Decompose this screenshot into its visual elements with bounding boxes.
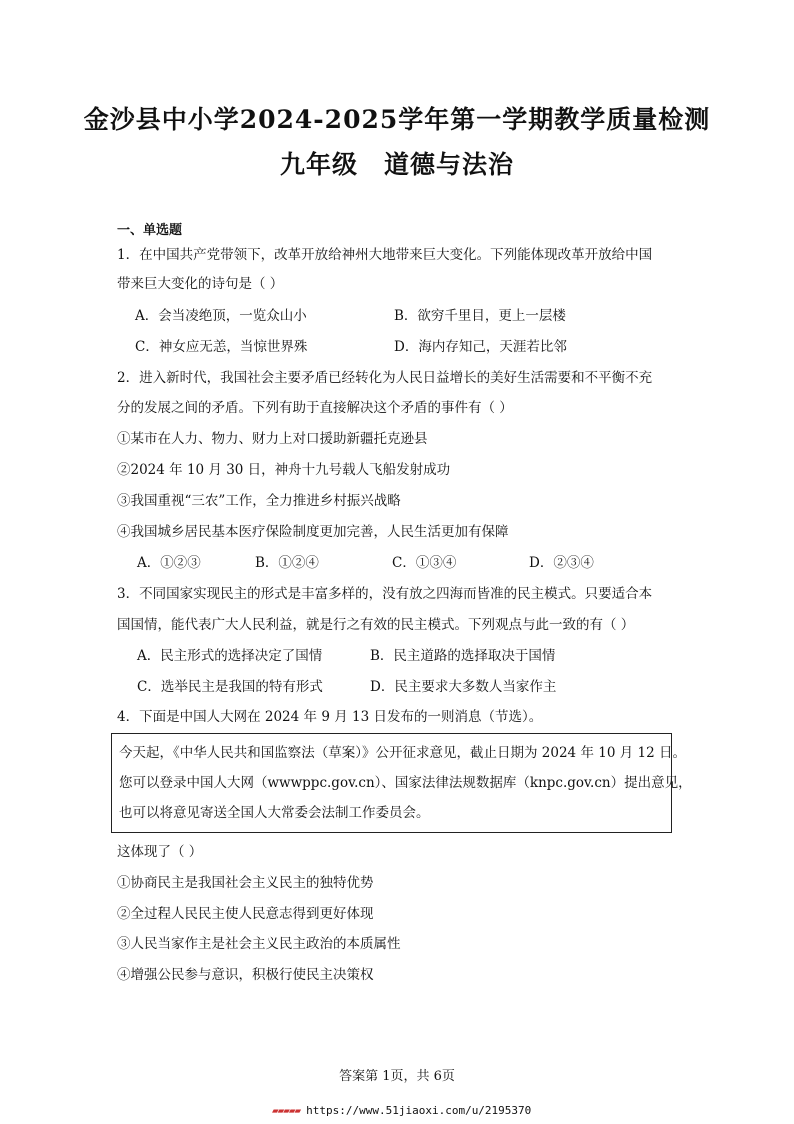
watermark-url: https://www.51jiaoxi.com/u/2195370	[306, 1104, 532, 1117]
page-footer: 答案第 1页，共 6页	[339, 1069, 455, 1084]
q4-item-2: ②全过程人民民主使人民意志得到更好体现	[117, 906, 374, 922]
q4-item-1: ①协商民主是我国社会主义民主的独特优势	[117, 875, 374, 891]
grade-label: 九年级	[279, 150, 358, 179]
q2-option-a: A．①②③	[137, 555, 201, 571]
q1-option-b: B．欲穷千里目，更上一层楼	[394, 308, 566, 324]
q1-stem-line1: 1．在中国共产党带领下，改革开放给神州大地带来巨大变化。下列能体现改革开放给中国	[117, 247, 653, 263]
q2-option-c: C．①③④	[392, 555, 457, 571]
q3-option-c: C．选举民主是我国的特有形式	[137, 679, 323, 695]
q3-option-b: B．民主道路的选择取决于国情	[370, 648, 556, 664]
q4-item-3: ③人民当家作主是社会主义民主政治的本质属性	[117, 936, 401, 952]
q1-option-a: A．会当凌绝顶，一览众山小	[135, 308, 307, 324]
q3-stem-line1: 3．不同国家实现民主的形式是丰富多样的，没有放之四海而皆准的民主模式。只要适合本	[117, 586, 653, 602]
q2-stem-line1: 2．进入新时代，我国社会主要矛盾已经转化为人民日益增长的美好生活需要和不平衡不充	[117, 370, 653, 386]
exam-title: 金沙县中小学2024-2025学年第一学期教学质量检测	[83, 105, 711, 134]
q4-stem: 4．下面是中国人大网在 2024 年 9 月 13 日发布的一则消息（节选）。	[117, 709, 543, 725]
q1-option-d: D．海内存知己，天涯若比邻	[394, 339, 567, 355]
q2-item-2: ②2024 年 10 月 30 日，神舟十九号载人飞船发射成功	[117, 462, 451, 478]
q1-option-c: C．神女应无恙，当惊世界殊	[135, 339, 308, 355]
q2-option-d: D．②③④	[529, 555, 594, 571]
section-heading: 一、单选题	[117, 223, 183, 238]
q4-item-4: ④增强公民参与意识，积极行使民主决策权	[117, 967, 374, 983]
q2-option-b: B．①②④	[255, 555, 319, 571]
subject-label: 道德与法治	[384, 150, 515, 179]
news-line-1: 今天起，《中华人民共和国监察法（草案）》公开征求意见，截止日期为 2024 年 10 月 12 日。	[119, 745, 686, 761]
q2-stem-line2: 分的发展之间的矛盾。下列有助于直接解决这个矛盾的事件有（ ）	[117, 400, 513, 416]
exam-subtitle	[0, 145, 794, 181]
watermark-logo-icon: ▰▰▰▰▰	[272, 1104, 301, 1117]
q2-item-1: ①某市在人力、物力、财力上对口援助新疆托克逊县	[117, 431, 428, 447]
q1-stem-line2: 带来巨大变化的诗句是（ ）	[117, 276, 284, 292]
q3-option-d: D．民主要求大多数人当家作主	[370, 679, 557, 695]
watermark	[272, 1104, 531, 1117]
news-excerpt-box	[111, 733, 692, 833]
q3-stem-line2: 国国情，能代表广大人民利益，就是行之有效的民主模式。下列观点与此一致的有（ ）	[117, 617, 635, 633]
q2-item-4: ④我国城乡居民基本医疗保险制度更加完善，人民生活更加有保障	[117, 524, 509, 540]
q3-option-a: A．民主形式的选择决定了国情	[137, 648, 323, 664]
news-line-2: 您可以登录中国人大网（wwwppc.gov.cn）、国家法律法规数据库（knpc.gov.cn）提出意见，	[119, 775, 692, 791]
q4-prompt: 这体现了（ ）	[117, 844, 203, 860]
news-line-3: 也可以将意见寄送全国人大常委会法制工作委员会。	[119, 805, 430, 821]
q2-item-3: ③我国重视“三农”工作，全力推进乡村振兴战略	[117, 493, 401, 509]
